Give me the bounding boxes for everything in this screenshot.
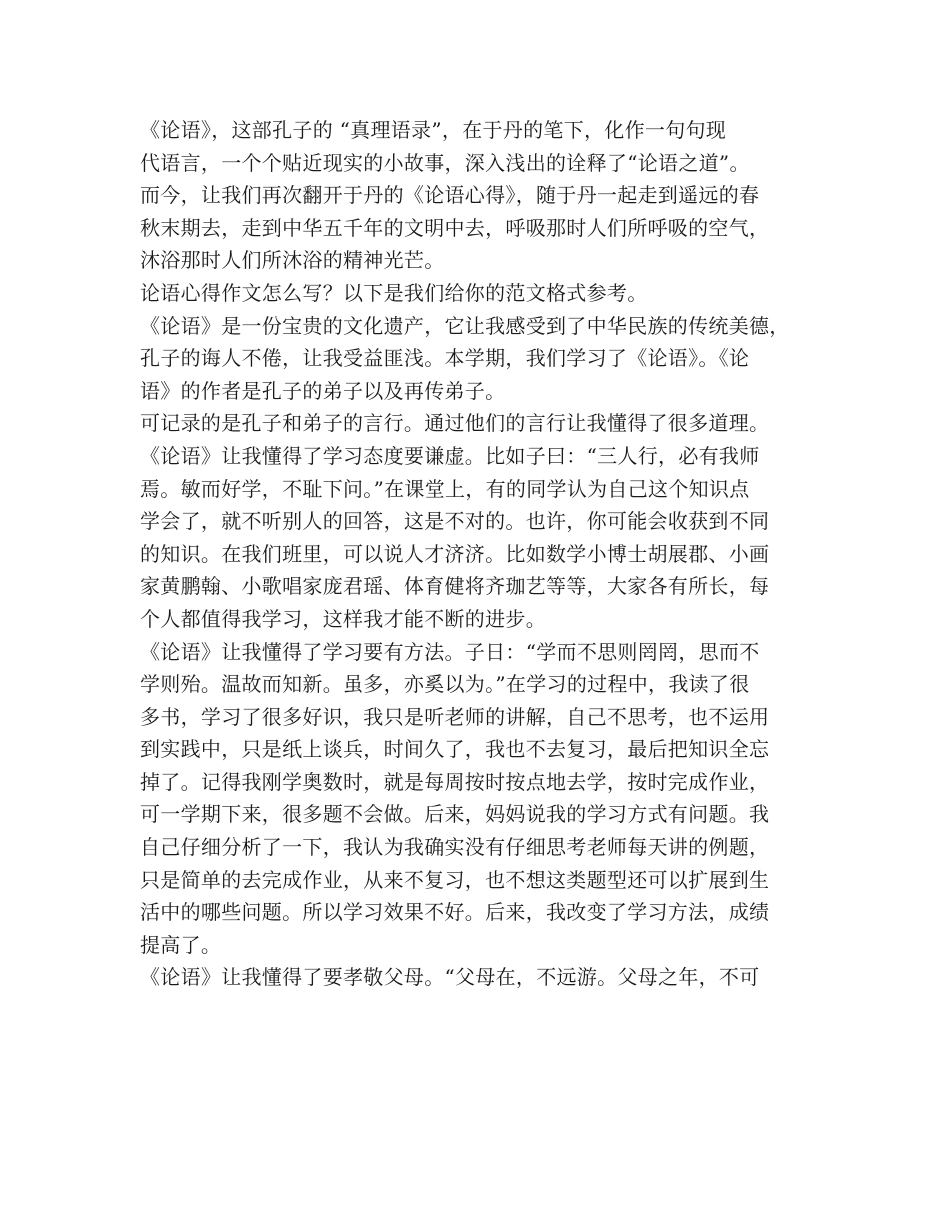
text-line: 《论语》让我懂得了要孝敬父母。“父母在，不远游。父母之年，不可 (140, 965, 760, 990)
paragraph (140, 407, 818, 440)
text-line: 自己仔细分析了一下，我认为我确实没有仔细思考老师每天讲的例题， (140, 835, 770, 860)
text-line: 《论语》，这部孔子的 “真理语录”，在于丹的笔下，化作一句句现 (140, 118, 727, 142)
text-line: 学则殆。温故而知新。虽多，亦奚以为。”在学习的过程中，我读了很 (140, 672, 750, 697)
text-line: 而今，让我们再次翻开于丹的《论语心得》，随于丹一起走到遥远的春 (140, 183, 760, 208)
text-line: 语》的作者是孔子的弟子以及再传弟子。 (140, 378, 506, 403)
text-line: 可记录的是孔子和弟子的言行。通过他们的言行让我懂得了很多道理。 (140, 411, 770, 436)
text-line: 代语言，一个个贴近现实的小故事，深入浅出的诠释了“论语之道”。 (140, 150, 750, 175)
text-line: 学会了，就不听别人的回答，这是不对的。也许，你可能会收获到不同 (140, 509, 770, 534)
text-line: 个人都值得我学习，这样我才能不断的进步。 (140, 606, 546, 631)
text-line: 提高了。 (140, 932, 222, 957)
text-line: 《论语》让我懂得了学习态度要谦虚。比如子曰：“三人行，必有我师 (140, 443, 760, 468)
text-line: 的知识。在我们班里，可以说人才济济。比如数学小博士胡展郡、小画 (140, 541, 770, 566)
text-line: 多书，学习了很多好识，我只是听老师的讲解，自己不思考，也不运用 (140, 704, 770, 729)
text-line: 《论语》让我懂得了学习要有方法。子日：“学而不思则罔罔，思而不 (140, 639, 760, 664)
text-line: 只是简单的去完成作业，从来不复习，也不想这类题型还可以扩展到生 (140, 867, 770, 892)
document-body (140, 114, 818, 994)
text-line: 论语心得作文怎么写？以下是我们给你的范文格式参考。 (140, 280, 648, 305)
paragraph (140, 114, 818, 277)
paragraph (140, 440, 818, 636)
paragraph (140, 961, 818, 994)
text-line: 焉。敏而好学，不耻下问。”在课堂上，有的同学认为自己这个知识点 (140, 476, 750, 501)
text-line: 到实践中，只是纸上谈兵，时间久了，我也不去复习，最后把知识全忘 (140, 737, 770, 762)
text-line: 《论语》是一份宝贵的文化遗产，它让我感受到了中华民族的传统美德， (140, 313, 790, 338)
text-line: 秋末期去，走到中华五千年的文明中去，呼吸那时人们所呼吸的空气， (140, 215, 770, 240)
text-line: 掉了。记得我刚学奥数时，就是每周按时按点地去学，按时完成作业， (140, 769, 770, 794)
text-line: 沐浴那时人们所沐浴的精神光芒。 (140, 248, 445, 273)
paragraph (140, 277, 818, 310)
paragraph (140, 310, 818, 408)
paragraph (140, 636, 818, 962)
text-line: 活中的哪些问题。所以学习效果不好。后来，我改变了学习方法，成绩 (140, 900, 770, 925)
text-line: 孔子的诲人不倦，让我受益匪浅。本学期，我们学习了《论语》。《论 (140, 346, 750, 371)
text-line: 可一学期下来，很多题不会做。后来，妈妈说我的学习方式有问题。我 (140, 802, 770, 827)
text-line: 家黄鹏翰、小歌唱家庞君瑶、体育健将齐珈艺等等，大家各有所长，每 (140, 574, 770, 599)
